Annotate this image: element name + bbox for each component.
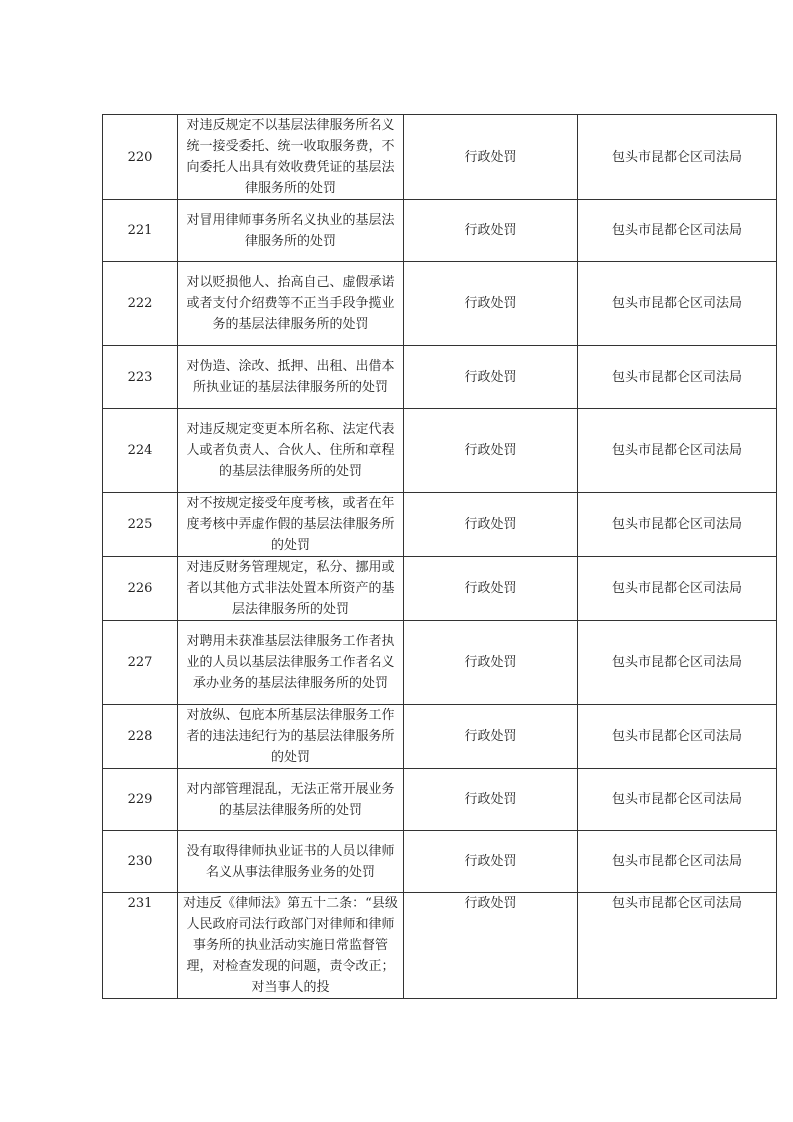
department: 包头市昆都仑区司法局 <box>578 262 777 346</box>
item-name: 没有取得律师执业证书的人员以律师名义从事法律服务业务的处罚 <box>178 831 404 893</box>
row-number: 223 <box>103 346 178 409</box>
item-name: 对违反财务管理规定，私分、挪用或者以其他方式非法处置本所资产的基层法律服务所的处罚 <box>178 557 404 621</box>
department: 包头市昆都仑区司法局 <box>578 409 777 493</box>
row-number: 230 <box>103 831 178 893</box>
item-name: 对内部管理混乱，无法正常开展业务的基层法律服务所的处罚 <box>178 769 404 831</box>
item-name: 对违反规定不以基层法律服务所名义统一接受委托、统一收取服务费，不向委托人出具有效收费凭证的基层法律服务所的处罚 <box>178 115 404 200</box>
item-name: 对放纵、包庇本所基层法律服务工作者的违法违纪行为的基层法律服务所的处罚 <box>178 705 404 769</box>
row-number: 220 <box>103 115 178 200</box>
table-row <box>103 621 777 705</box>
table-row <box>103 705 777 769</box>
row-number: 231 <box>103 893 178 999</box>
table-row <box>103 493 777 557</box>
department: 包头市昆都仑区司法局 <box>578 893 777 999</box>
row-number: 227 <box>103 621 178 705</box>
row-number: 229 <box>103 769 178 831</box>
table-row <box>103 409 777 493</box>
penalty-items-table <box>102 114 777 999</box>
table-row <box>103 346 777 409</box>
item-type: 行政处罚 <box>404 262 578 346</box>
item-type: 行政处罚 <box>404 493 578 557</box>
department: 包头市昆都仑区司法局 <box>578 557 777 621</box>
item-name: 对伪造、涂改、抵押、出租、出借本所执业证的基层法律服务所的处罚 <box>178 346 404 409</box>
row-number: 221 <box>103 200 178 262</box>
item-name: 对以贬损他人、抬高自己、虚假承诺或者支付介绍费等不正当手段争揽业务的基层法律服务所的处罚 <box>178 262 404 346</box>
row-number: 222 <box>103 262 178 346</box>
department: 包头市昆都仑区司法局 <box>578 200 777 262</box>
table-row <box>103 262 777 346</box>
row-number: 225 <box>103 493 178 557</box>
item-type: 行政处罚 <box>404 831 578 893</box>
item-type: 行政处罚 <box>404 115 578 200</box>
department: 包头市昆都仑区司法局 <box>578 705 777 769</box>
table-row <box>103 557 777 621</box>
item-name: 对不按规定接受年度考核，或者在年度考核中弄虚作假的基层法律服务所的处罚 <box>178 493 404 557</box>
item-name: 对冒用律师事务所名义执业的基层法律服务所的处罚 <box>178 200 404 262</box>
table-row <box>103 115 777 200</box>
department: 包头市昆都仑区司法局 <box>578 346 777 409</box>
item-name: 对聘用未获准基层法律服务工作者执业的人员以基层法律服务工作者名义承办业务的基层法律服务所的处罚 <box>178 621 404 705</box>
table-row <box>103 893 777 999</box>
item-type: 行政处罚 <box>404 705 578 769</box>
item-type: 行政处罚 <box>404 769 578 831</box>
item-type: 行政处罚 <box>404 893 578 999</box>
row-number: 228 <box>103 705 178 769</box>
table-row <box>103 831 777 893</box>
item-type: 行政处罚 <box>404 621 578 705</box>
row-number: 226 <box>103 557 178 621</box>
department: 包头市昆都仑区司法局 <box>578 115 777 200</box>
department: 包头市昆都仑区司法局 <box>578 831 777 893</box>
item-name: 对违反规定变更本所名称、法定代表人或者负责人、合伙人、住所和章程的基层法律服务所的处罚 <box>178 409 404 493</box>
department: 包头市昆都仑区司法局 <box>578 621 777 705</box>
item-type: 行政处罚 <box>404 409 578 493</box>
item-type: 行政处罚 <box>404 557 578 621</box>
table-row <box>103 200 777 262</box>
item-type: 行政处罚 <box>404 346 578 409</box>
department: 包头市昆都仑区司法局 <box>578 493 777 557</box>
item-name: 对违反《律师法》第五十二条：“县级人民政府司法行政部门对律师和律师事务所的执业活动实施日常监督管理，对检查发现的问题，责令改正；对当事人的投 <box>178 893 404 999</box>
table-row <box>103 769 777 831</box>
row-number: 224 <box>103 409 178 493</box>
department: 包头市昆都仑区司法局 <box>578 769 777 831</box>
item-type: 行政处罚 <box>404 200 578 262</box>
